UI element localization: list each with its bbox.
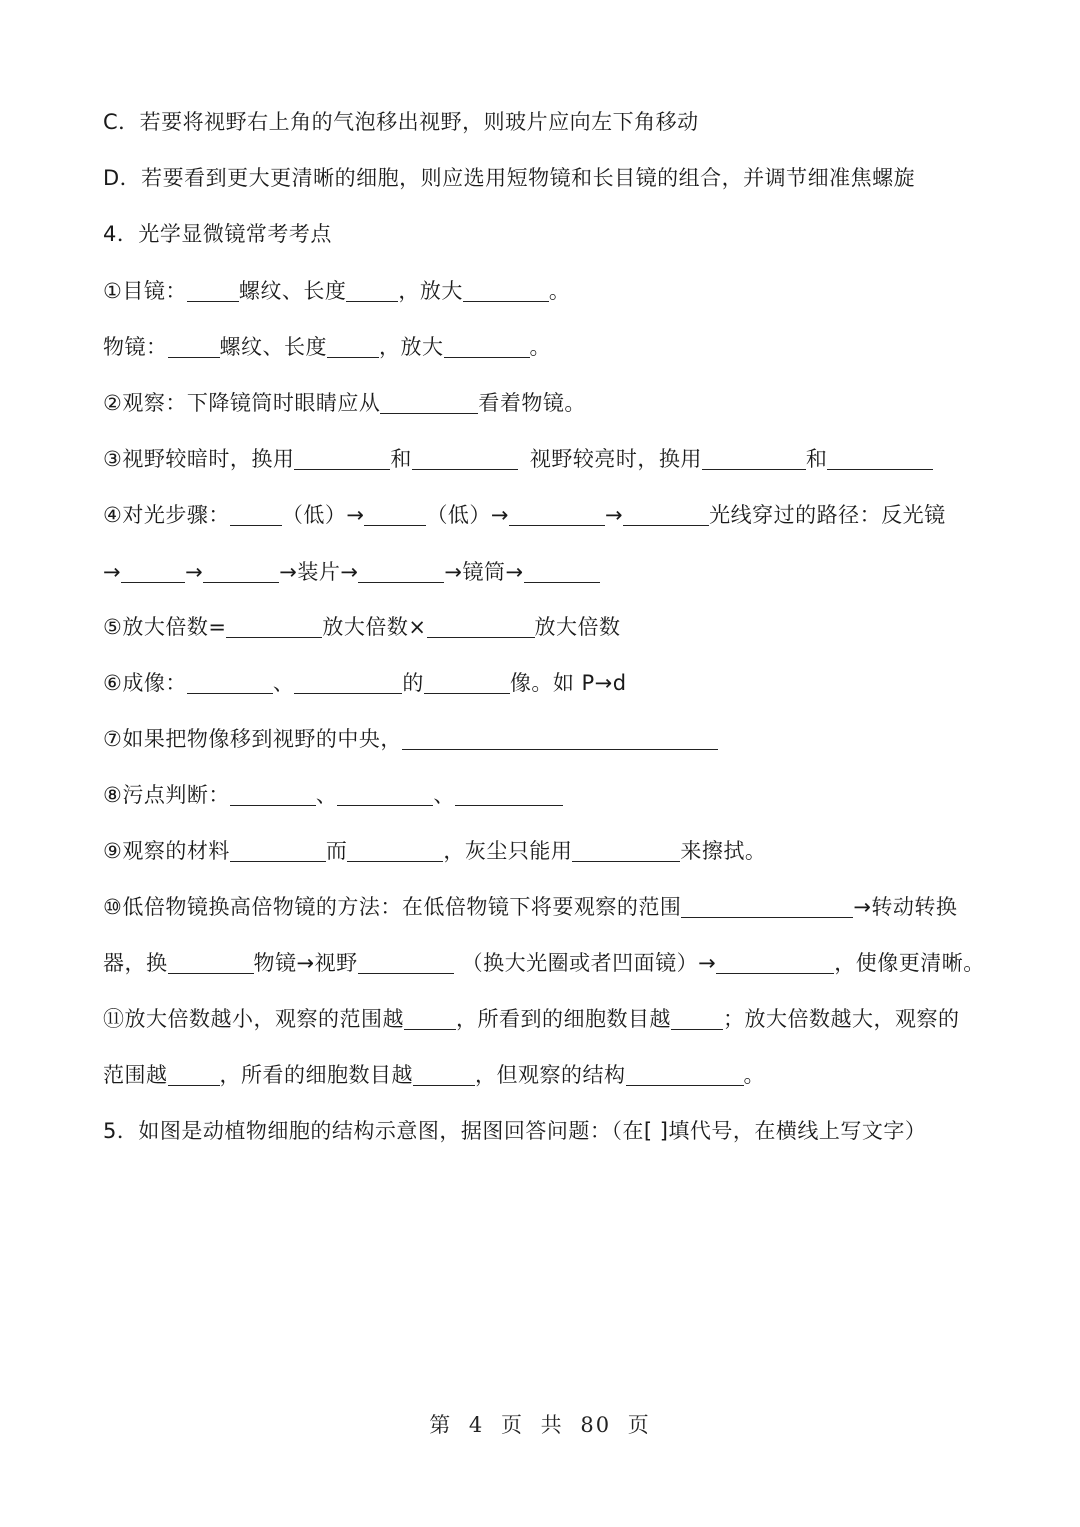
text-segment: ⑪放大倍数越小，观察的范围越: [103, 1007, 404, 1031]
fill-blank: [358, 951, 454, 974]
option-c-text: C．若要将视野右上角的气泡移出视野，则玻片应向左下角移动: [103, 110, 699, 134]
fill-blank: [424, 671, 510, 694]
text-segment: ，放大: [398, 279, 463, 303]
text-segment: ，但观察的结构: [475, 1063, 626, 1087]
footer-gong: 共: [540, 1413, 564, 1437]
text-segment: →装片→: [279, 560, 359, 584]
fill-blank: [626, 1063, 744, 1086]
fill-blank: [716, 951, 834, 974]
text-segment: ①目镜：: [103, 279, 187, 303]
fill-blank: [203, 560, 279, 583]
text-segment: ；放大倍数越大，观察的: [723, 1007, 960, 1031]
item-light-steps: [103, 500, 946, 530]
item-switch-objective: [103, 892, 957, 922]
text-segment: →: [605, 503, 624, 527]
text-segment: ，灰尘只能用: [443, 839, 573, 863]
item-spot-judgement: [103, 780, 563, 810]
text-segment: ，放大: [379, 335, 444, 359]
text-segment: 和: [390, 447, 412, 471]
item-center-image: [103, 724, 718, 754]
text-segment: ⑥成像：: [103, 671, 187, 695]
fill-blank: [168, 1063, 220, 1086]
text-segment: →: [103, 560, 122, 584]
text-segment: 、: [315, 783, 338, 807]
text-segment: →转动转换: [853, 895, 958, 919]
item-magnification-range-cont: [103, 1060, 765, 1090]
fill-blank: [230, 783, 316, 806]
fill-blank: [230, 839, 326, 862]
text-segment: ⑧污点判断：: [103, 783, 230, 807]
option-d: [103, 163, 915, 193]
item-eyepiece: [103, 276, 570, 306]
text-segment: 放大倍数×: [322, 615, 427, 639]
fill-blank: [444, 335, 530, 358]
text-segment: 。: [529, 335, 551, 359]
fill-blank: [364, 503, 426, 526]
item-magnification: [103, 612, 621, 642]
fill-blank: [402, 727, 718, 750]
text-segment: 螺纹、长度: [238, 279, 347, 303]
footer-page-number: 4: [468, 1413, 485, 1437]
text-segment: 范围越: [103, 1063, 168, 1087]
text-segment: 、: [433, 783, 455, 807]
text-segment: 。: [548, 279, 571, 303]
text-segment: ②观察：下降镜筒时眼睛应从: [103, 391, 381, 415]
fill-blank: [404, 1007, 456, 1030]
fill-blank: [347, 839, 443, 862]
text-segment: ，使像更清晰。: [834, 951, 985, 975]
fill-blank: [187, 671, 273, 694]
option-d-text: D．若要看到更大更清晰的细胞，则应选用短物镜和长目镜的组合，并调节细准焦螺旋: [103, 166, 916, 190]
fill-blank: [294, 447, 390, 470]
footer-di: 第: [429, 1413, 453, 1437]
item-magnification-range: [103, 1004, 960, 1034]
text-segment: （换大光圈或者凹面镜）→: [461, 951, 717, 975]
fill-blank: [230, 503, 282, 526]
option-c: [103, 107, 699, 137]
text-segment: →镜筒→: [444, 560, 524, 584]
fill-blank: [412, 447, 518, 470]
fill-blank: [671, 1007, 723, 1030]
text-segment: 来擦拭。: [680, 839, 767, 863]
item-objective: [103, 332, 551, 362]
question-4-title: [103, 219, 332, 249]
fill-blank: [168, 951, 254, 974]
fill-blank: [358, 560, 444, 583]
page-footer: [0, 1410, 1080, 1440]
text-segment: 而: [325, 839, 348, 863]
item-observe: [103, 388, 586, 418]
text-segment: （低）→: [426, 503, 510, 527]
text-segment: 物镜：: [103, 335, 168, 359]
text-segment: 。: [743, 1063, 765, 1087]
text-segment: 看着物镜。: [478, 391, 586, 415]
fill-blank: [327, 335, 379, 358]
text-segment: ④对光步骤：: [103, 503, 230, 527]
question-4-title-text: 4．光学显微镜常考考点: [103, 222, 332, 246]
item-imaging: [103, 668, 627, 698]
question-5: [103, 1116, 926, 1146]
text-segment: （低）→: [281, 503, 365, 527]
item-brightness: [103, 444, 933, 474]
fill-blank: [226, 615, 322, 638]
text-segment: ⑨观察的材料: [103, 839, 230, 863]
text-segment: ⑩低倍物镜换高倍物镜的方法：在低倍物镜下将要观察的范围: [103, 895, 682, 919]
item-switch-objective-cont: [103, 948, 985, 978]
item-material: [103, 836, 766, 866]
text-segment: ⑤放大倍数=: [103, 615, 227, 639]
fill-blank: [827, 447, 933, 470]
question-5-text: 5．如图是动植物细胞的结构示意图，据图回答问题：（在[ ]填代号，在横线上写文字）: [103, 1119, 927, 1143]
fill-blank: [509, 503, 605, 526]
text-segment: 器，换: [103, 951, 168, 975]
text-segment: ⑦如果把物像移到视野的中央，: [103, 727, 402, 751]
text-segment: ③视野较暗时，换用: [103, 447, 295, 471]
fill-blank: [681, 895, 853, 918]
text-segment: 物镜→视野: [253, 951, 358, 975]
fill-blank: [524, 560, 600, 583]
fill-blank: [413, 1063, 475, 1086]
text-segment: 像。如 P→d: [509, 671, 627, 695]
fill-blank: [337, 783, 433, 806]
fill-blank: [463, 279, 549, 302]
text-segment: 、: [272, 671, 295, 695]
fill-blank: [168, 335, 220, 358]
text-segment: 视野较亮时，换用: [529, 447, 702, 471]
item-light-path: [103, 557, 600, 587]
text-segment: 和: [805, 447, 828, 471]
fill-blank: [294, 671, 402, 694]
fill-blank: [121, 560, 185, 583]
text-segment: ，所看到的细胞数目越: [456, 1007, 671, 1031]
text-segment: 的: [402, 671, 424, 695]
text-segment: 放大倍数: [534, 615, 621, 639]
footer-total-pages: 80: [580, 1413, 612, 1437]
fill-blank: [702, 447, 806, 470]
fill-blank: [427, 615, 535, 638]
text-segment: →: [185, 560, 204, 584]
text-segment: ，所看的细胞数目越: [219, 1063, 413, 1087]
footer-ye: 页: [627, 1413, 651, 1437]
fill-blank: [346, 279, 398, 302]
fill-blank: [623, 503, 709, 526]
fill-blank: [187, 279, 239, 302]
fill-blank: [380, 391, 478, 414]
text-segment: 螺纹、长度: [219, 335, 327, 359]
text-segment: 光线穿过的路径：反光镜: [709, 503, 946, 527]
fill-blank: [455, 783, 563, 806]
fill-blank: [572, 839, 680, 862]
footer-ye: 页: [500, 1413, 524, 1437]
